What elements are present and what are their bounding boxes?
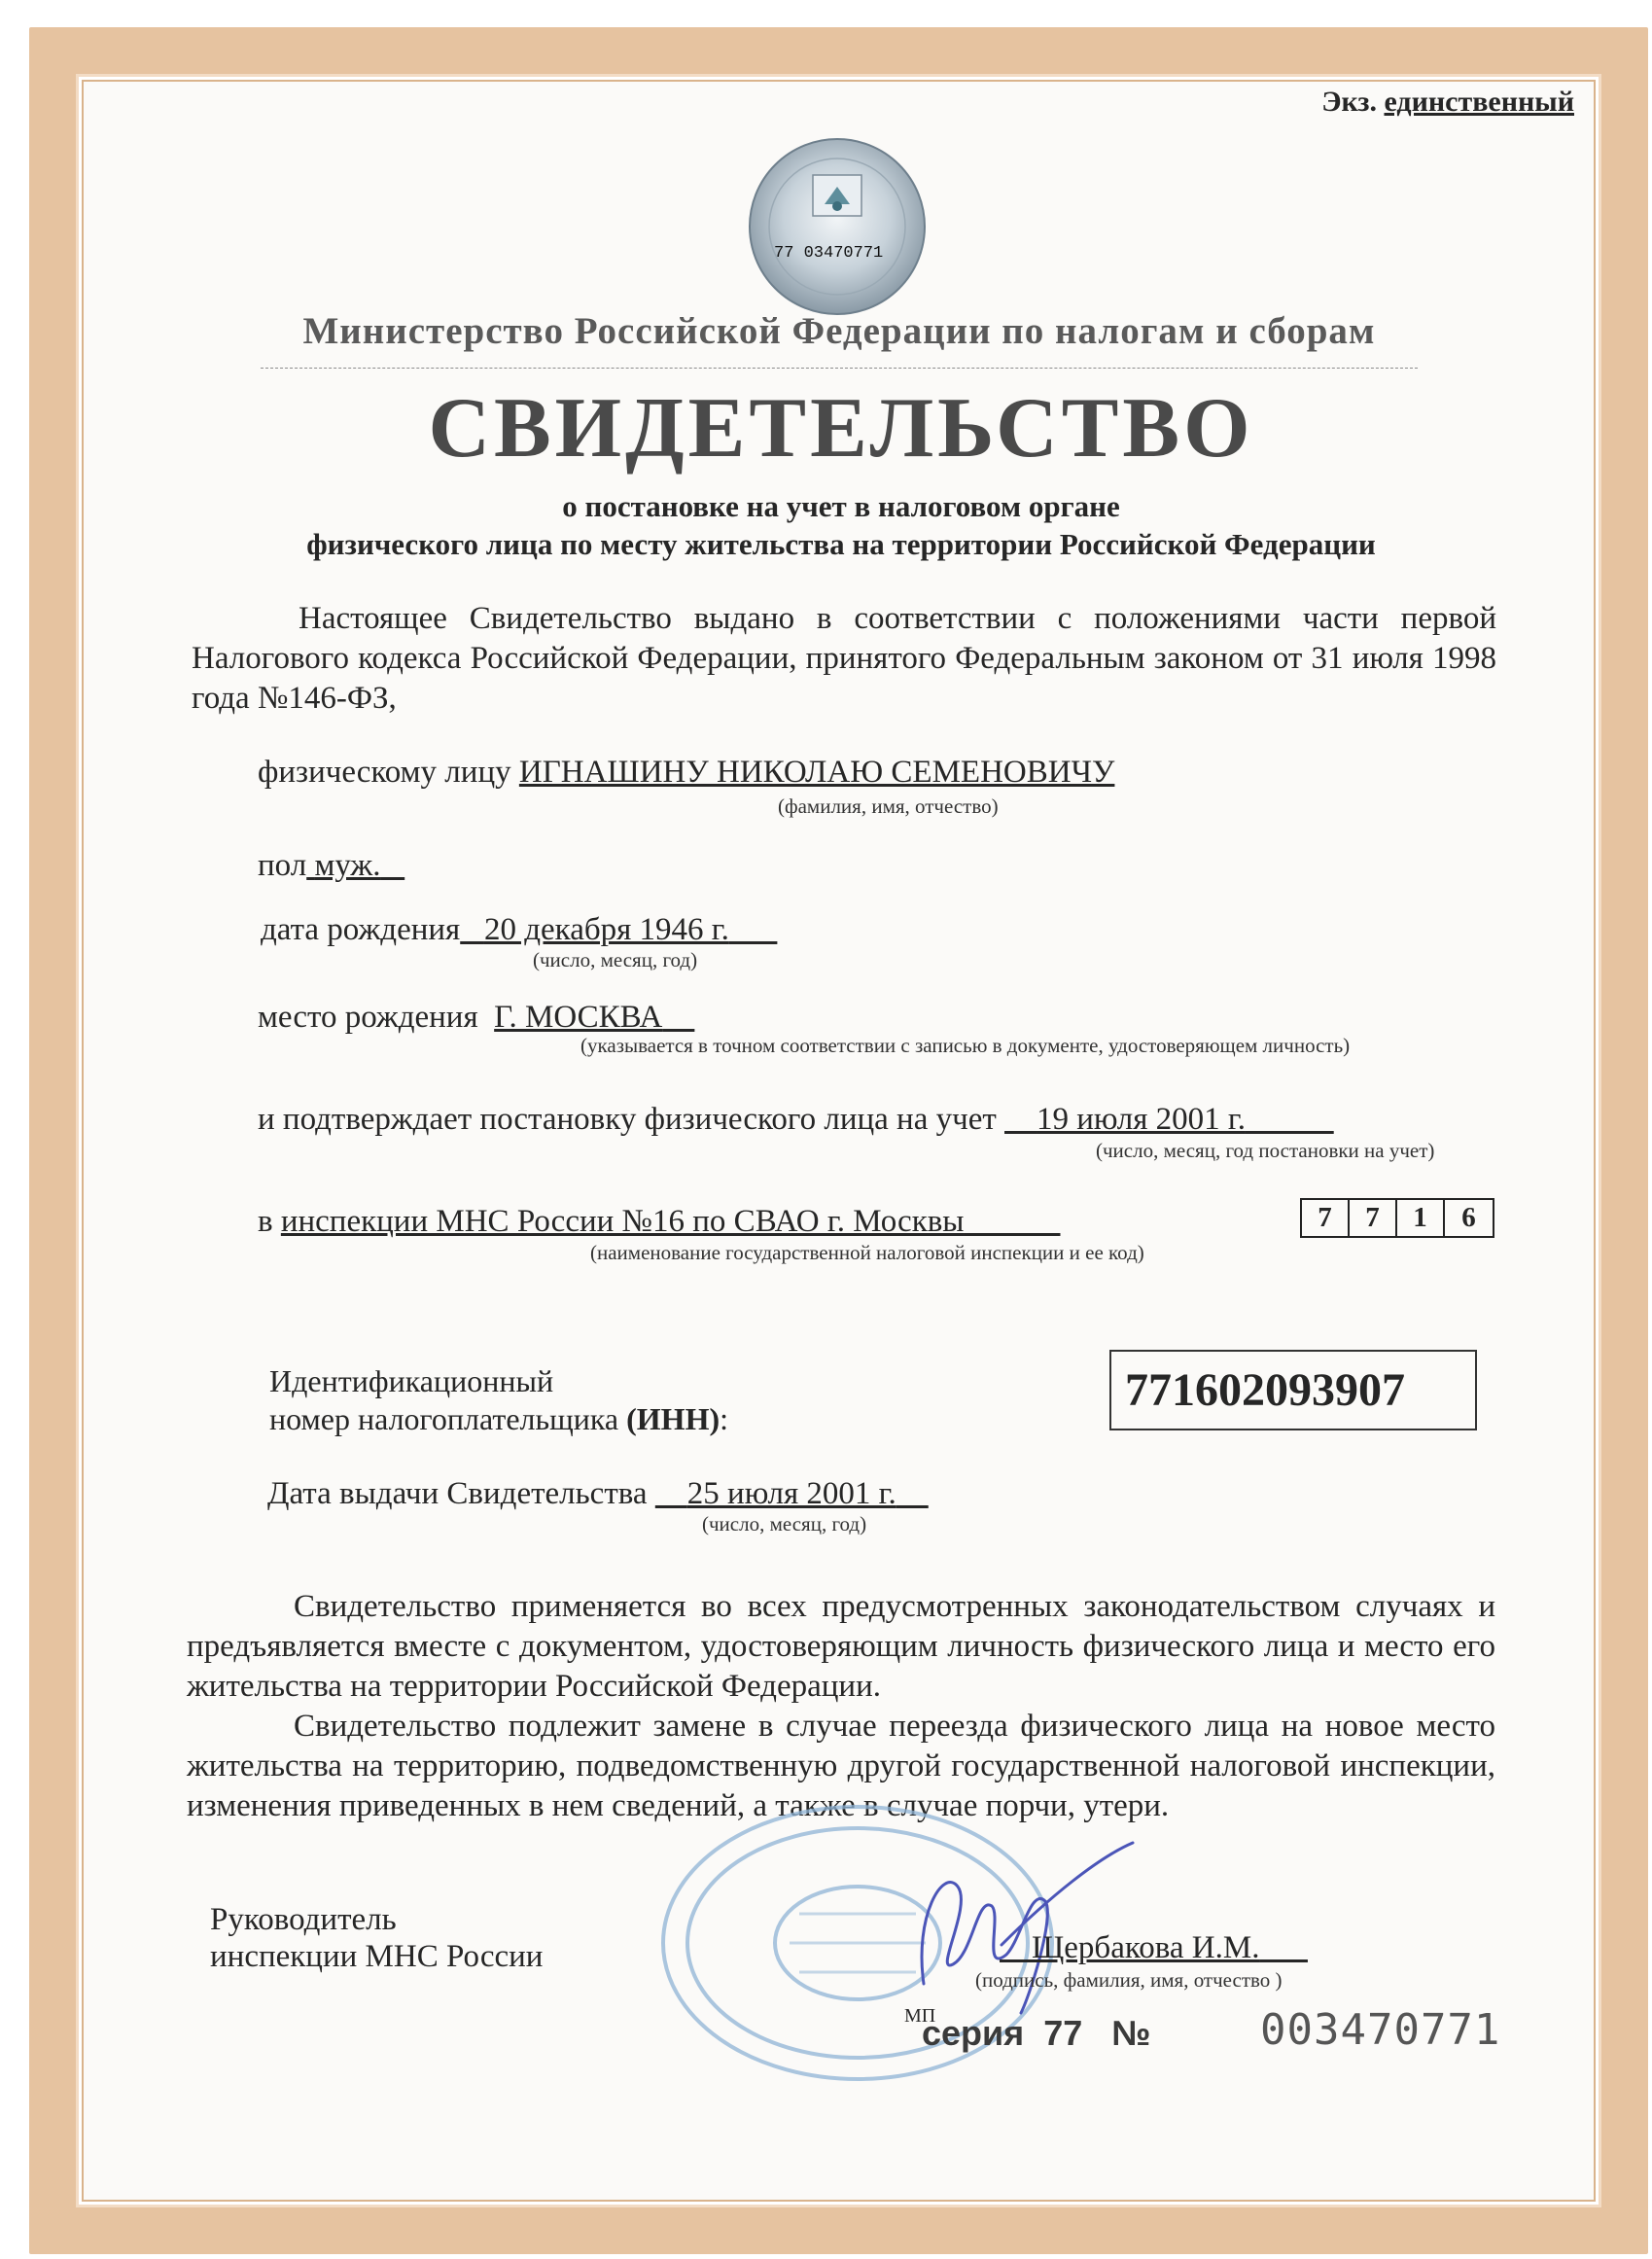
signature-icon (885, 1828, 1138, 2023)
issue-date-value: 25 июля 2001 г. (686, 1476, 896, 1511)
birth-place-value: Г. МОСКВА (494, 1000, 663, 1035)
serial-label: серия 77 № (922, 2013, 1151, 2053)
replacement-paragraph: Свидетельство подлежит замене в случае переезда физического лица на новое место жительства на территорию, подведомственную другой государственной налоговой инспекции, изменения приведенных в нем сведений, а также в случае порчи, утери. (187, 1709, 1495, 1823)
inspection-value: инспекции МНС России №16 по СВАО г. Москвы (280, 1204, 965, 1239)
person-field: физическому лицу ИГНАШИНУ НИКОЛАЮ СЕМЕНОВИЧУ (258, 755, 1115, 790)
inspection-code-box (1300, 1198, 1494, 1238)
birth-place-field: место рождения Г. МОСКВА (258, 1000, 694, 1036)
code-digit: 1 (1397, 1200, 1445, 1236)
hologram-seal-icon (747, 136, 928, 317)
document-title: СВИДЕТЕЛЬСТВО (428, 381, 1254, 476)
birth-date-field: дата рождения 20 декабря 1946 г. (261, 912, 777, 948)
copy-note: Экз. единственный (1321, 86, 1574, 118)
sex-value: муж. (314, 848, 381, 883)
signatory-field (1000, 1930, 1308, 1966)
code-digit: 7 (1350, 1200, 1397, 1236)
issue-date-field: Дата выдачи Свидетельства 25 июля 2001 г. (267, 1476, 929, 1512)
ministry-rule (261, 368, 1418, 369)
serial-number: 003470771 (1260, 2005, 1501, 2055)
intro-paragraph: Настоящее Свидетельство выдано в соответствии с положениями части первой Налогового кодекса Российской Федерации, принятого Федеральным законом от 31 июля 1998 года №146-ФЗ, (192, 601, 1496, 716)
head-line-1: Руководитель (210, 1902, 397, 1937)
subtitle-line-2: физического лица по месту жительства на территории Российской Федерации (306, 527, 1376, 561)
inn-label-line-1: Идентификационный (269, 1363, 554, 1398)
head-line-2: инспекции МНС России (210, 1939, 544, 1974)
signatory-hint: (подпись, фамилия, имя, отчество ) (975, 1968, 1283, 1992)
signatory-value: Щербакова И.М. (1032, 1930, 1260, 1965)
inn-value: 771602093907 (1109, 1350, 1477, 1430)
inspection-hint: (наименование государственной налоговой инспекции и ее код) (590, 1241, 1144, 1264)
registration-date-value: 19 июля 2001 г. (1037, 1102, 1246, 1137)
copy-value: единственный (1384, 86, 1574, 118)
inn-label-line-2: номер налогоплательщика (ИНН): (269, 1401, 728, 1436)
registration-field: и подтверждает постановку физического лица на учет 19 июля 2001 г. (258, 1102, 1334, 1138)
registration-hint: (число, месяц, год постановки на учет) (1096, 1139, 1435, 1162)
code-digit: 7 (1302, 1200, 1350, 1236)
hologram-number: 77 03470771 (774, 244, 884, 263)
birth-date-value: 20 декабря 1946 г. (483, 912, 729, 947)
ministry-name: Министерство Российской Федерации по налогам и сборам (302, 310, 1376, 352)
issue-date-hint: (число, месяц, год) (702, 1512, 867, 1535)
birth-place-hint: (указывается в точном соответствии с записью в документе, удостоверяющем личность) (580, 1034, 1351, 1057)
person-name-value: ИГНАШИНУ НИКОЛАЮ СЕМЕНОВИЧУ (518, 755, 1115, 790)
usage-paragraph: Свидетельство применяется во всех предусмотренных законодательством случаях и предъявляется вместе с документом, удостоверяющим личность физического лица и место его жительства на территории Российской Федерации. (187, 1589, 1495, 1704)
code-digit: 6 (1461, 1202, 1476, 1233)
person-hint: (фамилия, имя, отчество) (778, 794, 999, 818)
birth-date-hint: (число, месяц, год) (533, 948, 698, 971)
sex-field: пол муж. (258, 848, 404, 884)
subtitle-line-1: о постановке на учет в налоговом органе (562, 489, 1120, 523)
inspection-field: в инспекции МНС России №16 по СВАО г. Москвы (258, 1204, 1060, 1240)
mp-mark: МП (904, 2005, 936, 2027)
